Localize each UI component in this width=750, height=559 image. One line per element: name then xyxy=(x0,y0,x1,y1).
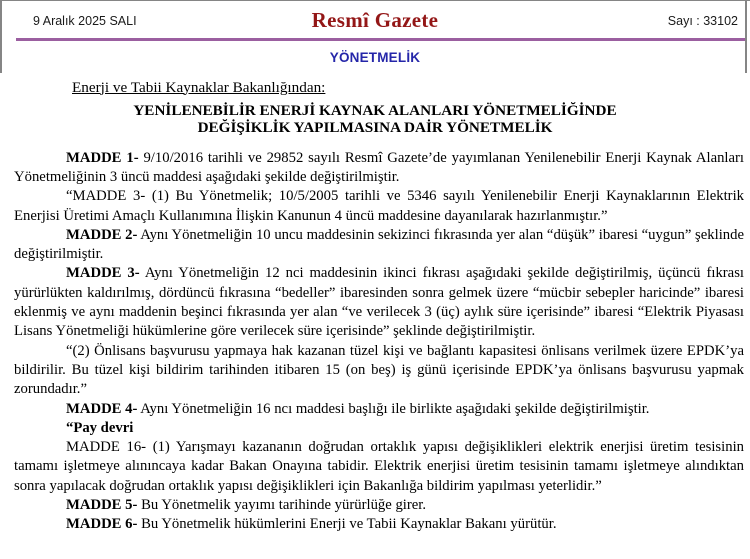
paragraph-lead: MADDE 4- xyxy=(66,400,138,417)
ministry-heading: Enerji ve Tabii Kaynaklar Bakanlığından: xyxy=(72,78,326,96)
issue-number: Sayı : 33102 xyxy=(667,14,738,28)
issue-date: 9 Aralık 2025 SALI xyxy=(33,14,137,28)
paragraph: MADDE 1- 9/10/2016 tarihli ve 29852 sayılı Resmî Gazete’de yayımlanan Yenilenebilir Enerji Kaynak Alanları Yönetmeliğinin 3 üncü maddesi aşağıdaki şekilde değiştirilmiştir. xyxy=(14,149,744,185)
paragraph-lead: MADDE 2- xyxy=(66,226,138,243)
paragraph-lead: MADDE 3- xyxy=(66,265,140,282)
paragraph-lead: “Pay devri xyxy=(66,419,134,436)
document-title xyxy=(0,102,750,137)
body-text xyxy=(0,149,750,535)
paragraph: “MADDE 3- (1) Bu Yönetmelik; 10/5/2005 tarihli ve 5346 sayılı Yenilenebilir Enerji Kaynaklarının Elektrik Enerjisi Üretimi Amaçlı Kullanımına İlişkin Kanunun 4 üncü maddesine dayanılarak hazırlanmıştır.” xyxy=(14,188,744,224)
document-title-line1: YENİLENEBİLİR ENERJİ KAYNAK ALANLARI YÖNETMELİĞİNDE xyxy=(133,101,617,119)
section-heading: YÖNETMELİK xyxy=(329,49,421,65)
paragraph: MADDE 5- Bu Yönetmelik yayımı tarihinde yürürlüğe girer. xyxy=(66,497,427,514)
paragraph-lead: MADDE 5- xyxy=(66,497,138,514)
masthead-title: Resmî Gazete xyxy=(311,8,439,32)
paragraph-lead: MADDE 1- xyxy=(66,149,139,166)
paragraph: MADDE 4- Aynı Yönetmeliğin 16 ncı maddesi başlığı ile birlikte aşağıdaki şekilde değiştirilmiştir. xyxy=(66,400,650,417)
paragraph: MADDE 6- Bu Yönetmelik hükümlerini Enerji ve Tabii Kaynaklar Bakanı yürütür. xyxy=(66,516,557,533)
paragraph xyxy=(14,419,744,438)
gazette-header xyxy=(0,1,750,37)
paragraph: MADDE 2- Aynı Yönetmeliğin 10 uncu maddesinin sekizinci fıkrasında yer alan “düşük” ibaresi “uygun” şeklinde değiştirilmiştir. xyxy=(14,226,744,263)
paragraph-lead: MADDE 6- xyxy=(66,516,138,533)
paragraph: “(2) Önlisans başvurusu yapmaya hak kazanan tüzel kişi ve bağlantı kapasitesi önlisans verilmek üzere EPDK’ya bildirilir. Bu tüzel kişi bildirim tarihinden itibaren 15 (on beş) iş günü içerisinde EPDK’ya önlisans başvurusu yapmak zorundadır.” xyxy=(14,342,744,398)
paragraph: MADDE 16- (1) Yarışmayı kazananın doğrudan ortaklık yapısı değişiklikleri elektrik enerjisi üretim tesisinin tamamı işletmeye alınıncaya kadar Bakan Onayına tabidir. Elektrik enerjisi üretim tesisinin tamamı işletmeye alındıktan sonra yapılacak doğrudan ortaklık yapısı değişiklikleri için Bakanlığa bildirim yapılması yeterlidir.” xyxy=(14,439,744,494)
header-rule-divider xyxy=(16,38,745,41)
document-title-line2: DEĞİŞİKLİK YAPILMASINA DAİR YÖNETMELİK xyxy=(197,119,553,137)
paragraph: MADDE 3- Aynı Yönetmeliğin 12 nci maddesinin ikinci fıkrası aşağıdaki şekilde değiştirilmiş, üçüncü fıkrası yürürlükten kaldırılmış, dördüncü fıkrasına “bedeller” ibaresinden sonra gelmek üzere “mücbir sebepler haricinde” ibaresi eklenmiş ve aynı maddenin beşinci fıkrasında yer alan “ve verilecek 3 (üç) aylık süre içerisinde” ibaresi “Elektrik Piyasası Lisans Yönetmeliği hükümlerine göre verilecek süre içerisinde” şeklinde değiştirilmiştir. xyxy=(14,265,744,340)
